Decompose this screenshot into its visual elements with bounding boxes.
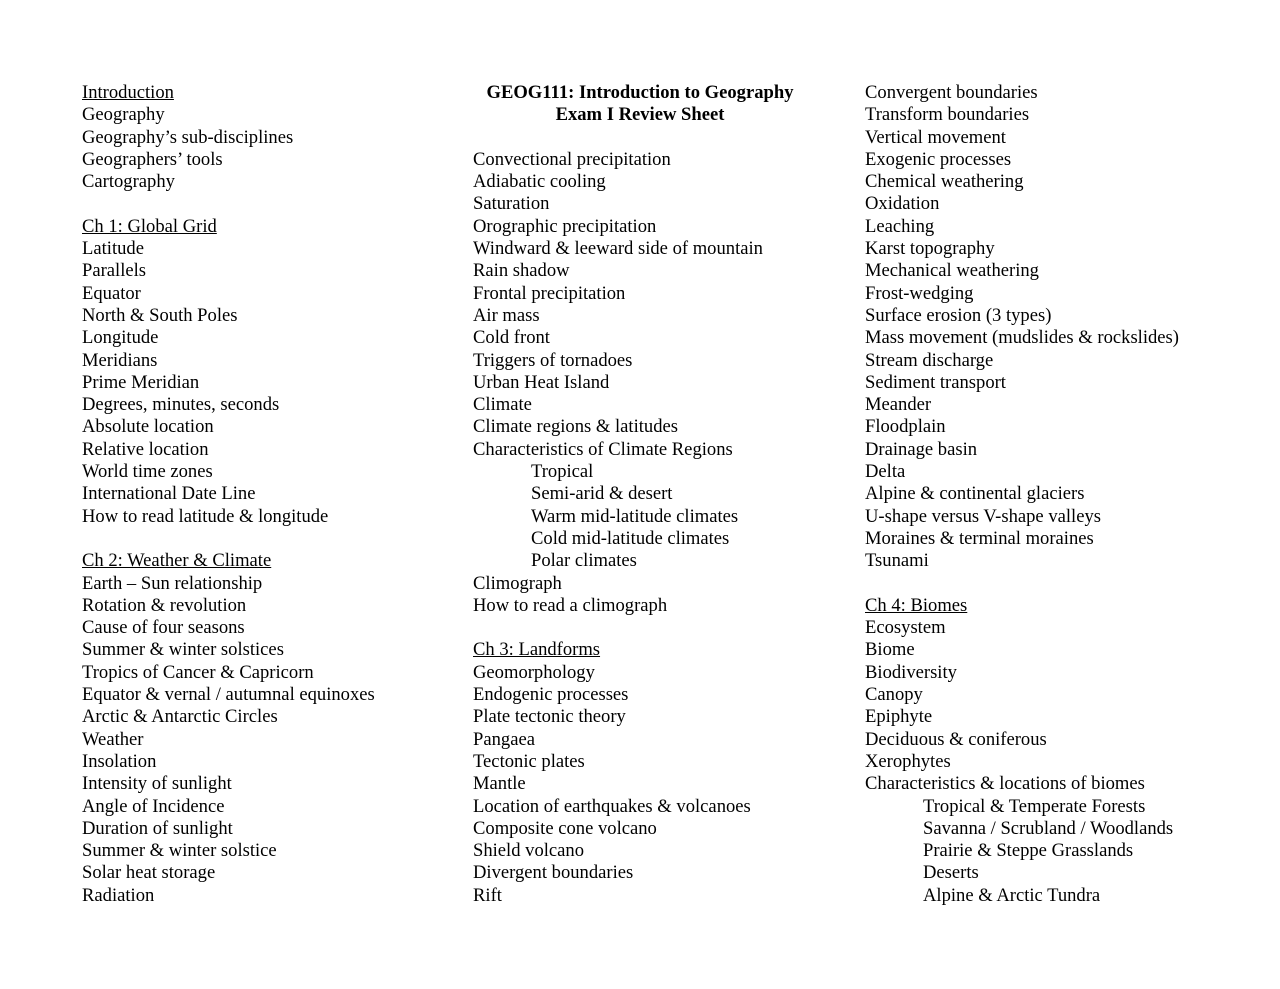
topic-item: Biome <box>865 639 915 661</box>
topic-item: Summer & winter solstice <box>82 840 277 862</box>
topic-item: Equator <box>82 282 141 304</box>
topic-item: Triggers of tornadoes <box>473 349 633 371</box>
topic-item: Relative location <box>82 438 209 460</box>
topic-item: How to read latitude & longitude <box>82 505 329 527</box>
topic-item: Geography <box>82 104 165 126</box>
topic-item: Cold front <box>473 327 550 349</box>
topic-item: Convectional precipitation <box>473 148 671 170</box>
topic-item: Plate tectonic theory <box>473 706 626 728</box>
topic-item: Angle of Incidence <box>82 795 225 817</box>
topic-item: Equator & vernal / autumnal equinoxes <box>82 684 375 706</box>
topic-item: Karst topography <box>865 238 995 260</box>
spacer <box>82 193 462 215</box>
topic-item: Rain shadow <box>473 260 570 282</box>
topic-item: Meander <box>865 394 932 416</box>
topic-item: Xerophytes <box>865 750 951 772</box>
topic-item: Climate regions & latitudes <box>473 416 679 438</box>
topic-item: Stream discharge <box>865 349 994 371</box>
topic-item: Canopy <box>865 684 923 706</box>
topic-item: North & South Poles <box>82 304 238 326</box>
topic-item: Prime Meridian <box>82 371 200 393</box>
topic-item: Rift <box>473 884 502 906</box>
topic-item: Frontal precipitation <box>473 282 626 304</box>
topic-item: Geomorphology <box>473 661 595 683</box>
sub-topic-item: Warm mid-latitude climates <box>531 505 739 527</box>
topic-item: Oxidation <box>865 193 940 215</box>
topic-item: Tropics of Cancer & Capricorn <box>82 661 314 683</box>
column-right <box>865 82 1265 907</box>
topic-item: Meridians <box>82 349 158 371</box>
sub-topic-item: Prairie & Steppe Grasslands <box>923 840 1134 862</box>
topic-item: World time zones <box>82 461 213 483</box>
section-heading-introduction: Introduction <box>82 82 174 103</box>
section-heading-ch-4-biomes: Ch 4: Biomes <box>865 594 968 616</box>
topic-item: Shield volcano <box>473 840 585 862</box>
topic-item: Weather <box>82 728 144 750</box>
topic-item: Adiabatic cooling <box>473 171 606 193</box>
sub-topic-item: Savanna / Scrubland / Woodlands <box>923 817 1174 839</box>
topic-item: Cause of four seasons <box>82 617 245 639</box>
topic-item: Saturation <box>473 193 550 215</box>
topic-item: Insolation <box>82 750 157 772</box>
topic-item: Mantle <box>473 773 526 795</box>
topic-item: Tsunami <box>865 550 929 572</box>
document-subtitle: Exam I Review Sheet <box>555 104 725 126</box>
topic-item: Windward & leeward side of mountain <box>473 238 763 260</box>
topic-item: Geography’s sub-disciplines <box>82 126 294 148</box>
topic-item: Longitude <box>82 327 159 349</box>
topic-item: Solar heat storage <box>82 862 216 884</box>
topic-item: Intensity of sunlight <box>82 773 232 795</box>
topic-item: Floodplain <box>865 416 946 438</box>
topic-item: Urban Heat Island <box>473 371 610 393</box>
topic-item: Cartography <box>82 171 175 193</box>
spacer <box>473 617 853 639</box>
spacer <box>473 127 853 149</box>
topic-item: Characteristics & locations of biomes <box>865 773 1145 795</box>
topic-item: Absolute location <box>82 416 214 438</box>
topic-item: Convergent boundaries <box>865 82 1038 103</box>
topic-item: Tectonic plates <box>473 750 585 772</box>
topic-item: Transform boundaries <box>865 104 1030 126</box>
topic-item: Moraines & terminal moraines <box>865 527 1094 549</box>
topic-item: Parallels <box>82 260 147 282</box>
topic-item: Summer & winter solstices <box>82 639 284 661</box>
section-heading-ch-3-landforms: Ch 3: Landforms <box>473 639 601 661</box>
topic-item: Biodiversity <box>865 661 957 683</box>
topic-item: Climograph <box>473 572 562 594</box>
topic-item: Duration of sunlight <box>82 817 233 839</box>
spacer <box>82 528 462 550</box>
topic-item: Divergent boundaries <box>473 862 634 884</box>
topic-item: Degrees, minutes, seconds <box>82 394 280 416</box>
topic-item: Climate <box>473 394 532 416</box>
topic-item: Deciduous & coniferous <box>865 728 1047 750</box>
topic-item: How to read a climograph <box>473 594 668 616</box>
topic-item: Composite cone volcano <box>473 817 657 839</box>
topic-item: Air mass <box>473 304 540 326</box>
sub-topic-item: Alpine & Arctic Tundra <box>923 884 1101 906</box>
topic-item: Arctic & Antarctic Circles <box>82 706 278 728</box>
topic-item: Pangaea <box>473 728 535 750</box>
topic-item: Chemical weathering <box>865 171 1024 193</box>
topic-item: Surface erosion (3 types) <box>865 304 1052 326</box>
topic-item: Ecosystem <box>865 617 946 639</box>
topic-item: Drainage basin <box>865 438 978 460</box>
topic-item: Leaching <box>865 215 935 237</box>
column-middle <box>473 82 853 907</box>
sub-topic-item: Polar climates <box>531 550 637 572</box>
topic-item: Radiation <box>82 884 155 906</box>
topic-item: Orographic precipitation <box>473 215 657 237</box>
topic-item: Mechanical weathering <box>865 260 1039 282</box>
sub-topic-item: Tropical <box>531 461 594 483</box>
sub-topic-item: Semi-arid & desert <box>531 483 673 505</box>
topic-item: Sediment transport <box>865 371 1006 393</box>
topic-item: Vertical movement <box>865 126 1006 148</box>
topic-item: Endogenic processes <box>473 684 629 706</box>
topic-item: Characteristics of Climate Regions <box>473 438 733 460</box>
topic-item: Alpine & continental glaciers <box>865 483 1085 505</box>
topic-item: Geographers’ tools <box>82 148 223 170</box>
section-heading-ch-2-weather-climate: Ch 2: Weather & Climate <box>82 550 272 572</box>
topic-item: Exogenic processes <box>865 148 1012 170</box>
spacer <box>865 573 1265 595</box>
topic-item: Mass movement (mudslides & rockslides) <box>865 327 1179 349</box>
topic-item: Delta <box>865 461 906 483</box>
topic-item: Earth – Sun relationship <box>82 572 263 594</box>
document-title: GEOG111: Introduction to Geography <box>486 82 794 103</box>
topic-item: Latitude <box>82 238 144 260</box>
topic-item: Location of earthquakes & volcanoes <box>473 795 751 817</box>
sub-topic-item: Cold mid-latitude climates <box>531 527 730 549</box>
column-left <box>82 82 462 907</box>
topic-item: Epiphyte <box>865 706 933 728</box>
topic-item: International Date Line <box>82 483 256 505</box>
topic-item: Frost-wedging <box>865 282 974 304</box>
topic-item: U-shape versus V-shape valleys <box>865 505 1101 527</box>
sub-topic-item: Tropical & Temperate Forests <box>923 795 1146 817</box>
section-heading-ch-1-global-grid: Ch 1: Global Grid <box>82 215 217 237</box>
sub-topic-item: Deserts <box>923 862 979 884</box>
topic-item: Rotation & revolution <box>82 594 247 616</box>
